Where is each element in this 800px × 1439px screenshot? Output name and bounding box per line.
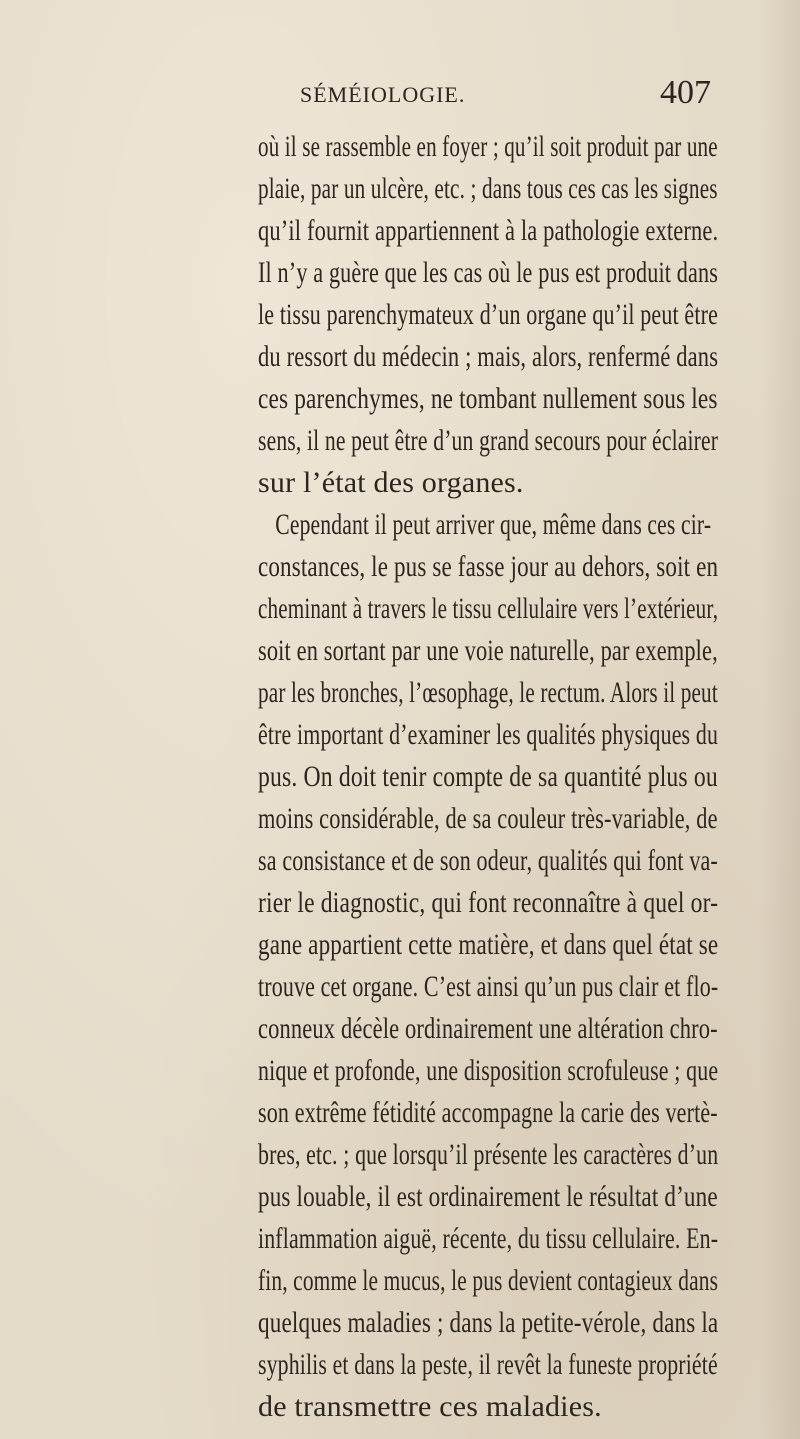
text-line: qu’il fournit appartiennent à la pathologie externe. — [258, 214, 719, 247]
text-line: sens, il ne peut être d’un grand secours pour éclairer — [258, 424, 719, 457]
text-line: pus louable, il est ordinairement le résultat d’une — [258, 1180, 718, 1213]
text-line: par les bronches, l’œsophage, le rectum. Alors il peut — [258, 676, 718, 709]
running-title: SÉMÉIOLOGIE. — [300, 82, 466, 107]
text-line: du ressort du médecin ; mais, alors, renfermé dans — [258, 340, 719, 373]
text-line: constances, le pus se fasse jour au dehors, soit en — [258, 550, 719, 583]
text-line: inflammation aiguë, récente, du tissu cellulaire. En- — [258, 1222, 719, 1255]
text-line: ces parenchymes, ne tombant nullement sous les — [258, 382, 718, 415]
text-line: de transmettre ces maladies. — [258, 1390, 602, 1423]
text-line: Cependant il peut arriver que, même dans ces cir- — [275, 508, 712, 541]
text-line: gane appartient cette matière, et dans quel état se — [258, 928, 719, 961]
text-line: plaie, par un ulcère, etc. ; dans tous ces cas les signes — [258, 172, 718, 205]
text-line: être important d’examiner les qualités physiques du — [258, 718, 719, 751]
text-line: moins considérable, de sa couleur très-variable, de — [258, 802, 718, 835]
body-text — [258, 126, 718, 1428]
text-line: syphilis et dans la peste, il revêt la funeste propriété — [258, 1348, 718, 1381]
text-line: sa consistance et de son odeur, qualités qui font va- — [258, 844, 718, 877]
text-line: rier le diagnostic, qui font reconnaître à quel or- — [258, 886, 719, 919]
page-number: 407 — [660, 74, 711, 111]
text-line: nique et profonde, une disposition scrofuleuse ; que — [258, 1054, 719, 1087]
page-header — [0, 74, 800, 114]
text-line: fin, comme le mucus, le pus devient contagieux dans — [258, 1264, 719, 1297]
text-line: Il n’y a guère que les cas où le pus est produit dans — [258, 256, 719, 289]
text-line: trouve cet organe. C’est ainsi qu’un pus clair et flo- — [258, 970, 719, 1003]
text-line: sur l’état des organes. — [258, 466, 524, 499]
text-line: soit en sortant par une voie naturelle, par exemple, — [258, 634, 718, 667]
text-line: quelques maladies ; dans la petite-vérole, dans la — [258, 1306, 719, 1339]
text-line: pus. On doit tenir compte de sa quantité plus ou — [258, 760, 718, 793]
page-edge-shadow — [760, 0, 800, 1439]
text-line: son extrême fétidité accompagne la carie des vertè- — [258, 1096, 718, 1129]
text-line: cheminant à travers le tissu cellulaire vers l’extérieur, — [258, 592, 719, 625]
text-line: le tissu parenchymateux d’un organe qu’il peut être — [258, 298, 718, 331]
text-line: conneux décèle ordinairement une altération chro- — [258, 1012, 718, 1045]
text-line: où il se rassemble en foyer ; qu’il soit produit par une — [258, 130, 718, 163]
text-line: bres, etc. ; que lorsqu’il présente les caractères d’un — [258, 1138, 719, 1171]
